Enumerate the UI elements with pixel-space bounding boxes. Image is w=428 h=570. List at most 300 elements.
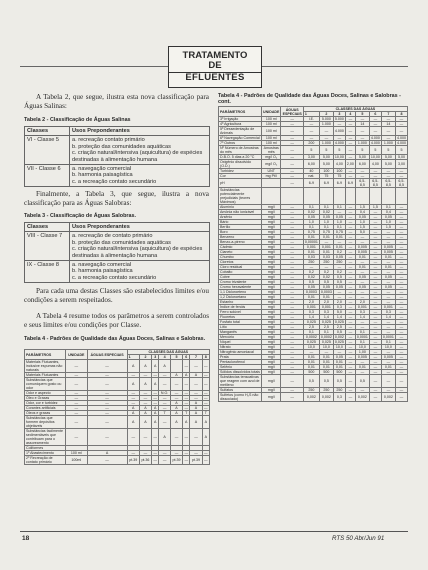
special-cell: — bbox=[281, 295, 303, 300]
value-cell: 0,05 bbox=[303, 285, 319, 290]
value-cell: 3,00 bbox=[303, 155, 319, 160]
table-row bbox=[219, 375, 408, 388]
value-cell: 0,5 bbox=[333, 330, 345, 335]
class-number: 6 bbox=[183, 355, 190, 360]
value-cell: 4,00 bbox=[369, 160, 381, 169]
value-cell: — bbox=[345, 215, 355, 220]
param-cell: 6º Navegação Comercial bbox=[220, 136, 260, 140]
title-divider bbox=[169, 72, 261, 73]
value-cell: — bbox=[369, 330, 381, 335]
value-cell: 0,05 bbox=[333, 215, 345, 220]
value-cell: — bbox=[395, 265, 407, 270]
special-cell: — bbox=[281, 220, 303, 225]
param-cell: Nitrogênio amoniacal bbox=[219, 350, 262, 355]
value-cell: 1.000 bbox=[319, 141, 333, 146]
special-cell: — bbox=[281, 179, 303, 188]
value-cell: — bbox=[345, 210, 355, 215]
value-cell: — bbox=[395, 310, 407, 315]
value-cell: — bbox=[395, 220, 407, 225]
param-cell: Boro bbox=[219, 230, 262, 235]
value-cell: — bbox=[345, 305, 355, 310]
param-cell: Substâncias tensoativas que reagem com azul de metileno bbox=[220, 375, 260, 387]
value-cell: — bbox=[395, 280, 407, 285]
value-cell: — bbox=[381, 320, 395, 325]
param-cell: Substâncias facilmente sedimentáveis que contribuam para o assoreamento bbox=[25, 429, 66, 446]
value-cell: 0,0001 bbox=[382, 335, 394, 339]
unit-cell: mg/l bbox=[262, 355, 281, 360]
value-cell: — bbox=[369, 122, 381, 127]
value-cell: 14 bbox=[381, 122, 395, 127]
unit-cell: mg/l bbox=[262, 290, 281, 295]
value-cell: — bbox=[395, 270, 407, 275]
value-cell: 0,05 bbox=[381, 275, 395, 280]
value-cell: T bbox=[183, 411, 190, 416]
unit-cell: mg/l bbox=[262, 388, 281, 393]
param-cell: Óleos e graxas bbox=[25, 411, 66, 416]
special-cell: — bbox=[281, 122, 303, 127]
value-cell: — bbox=[355, 388, 369, 393]
value-cell: 4.000 bbox=[396, 136, 406, 140]
value-cell: pt.39 bbox=[127, 456, 139, 465]
param-cell: D.B.O. 5 dias a 20 °C bbox=[219, 155, 262, 160]
value-cell: I.E. bbox=[303, 117, 319, 122]
unit-cell bbox=[262, 188, 281, 205]
value-cell: — bbox=[190, 451, 202, 456]
value-cell: 2,5 bbox=[333, 325, 345, 330]
value-cell: 2,5 bbox=[319, 325, 333, 330]
value-cell: — bbox=[355, 320, 369, 325]
value-cell: — bbox=[355, 295, 369, 300]
value-cell: 75 bbox=[333, 174, 345, 179]
value-cell: — bbox=[369, 210, 381, 215]
value-cell: — bbox=[345, 350, 355, 355]
value-cell: — bbox=[395, 350, 407, 355]
value-cell: — bbox=[355, 235, 369, 240]
value-cell bbox=[170, 360, 182, 373]
value-cell bbox=[369, 188, 381, 205]
section-title-line2: DE bbox=[208, 60, 222, 71]
table-row bbox=[219, 155, 408, 160]
special-cell: — bbox=[281, 340, 303, 345]
value-cell: — bbox=[369, 320, 381, 325]
value-cell: 0,025 bbox=[319, 320, 333, 325]
value-cell: 0,3 bbox=[355, 310, 369, 315]
value-cell: — bbox=[345, 155, 355, 160]
value-cell: 0,05 bbox=[319, 215, 333, 220]
value-cell: — bbox=[355, 136, 369, 141]
unit-cell: mg/l bbox=[262, 330, 281, 335]
value-cell: 500 bbox=[303, 370, 319, 375]
value-cell: — bbox=[152, 456, 159, 465]
special-cell: — bbox=[281, 270, 303, 275]
value-cell: — bbox=[381, 270, 395, 275]
value-cell: — bbox=[333, 240, 345, 245]
special-cell: — bbox=[281, 285, 303, 290]
value-cell: 6-9 bbox=[319, 179, 333, 188]
param-cell: Níquel bbox=[219, 340, 262, 345]
value-cell: 4.000 bbox=[396, 141, 406, 145]
use-item: a. navegação comercial bbox=[72, 262, 132, 269]
value-cell: A bbox=[190, 401, 202, 406]
value-cell: 10,0 bbox=[303, 345, 319, 350]
value-cell: — bbox=[204, 406, 208, 410]
value-cell: 0,0003 bbox=[320, 290, 332, 294]
unit-cell: mg/l bbox=[262, 340, 281, 345]
value-cell: 1,5 bbox=[381, 225, 395, 230]
unit-header: UNIDADE bbox=[66, 350, 88, 360]
table-row bbox=[25, 378, 210, 391]
param-cell: Odor, cor e turbidez bbox=[25, 401, 66, 406]
value-cell: 5 bbox=[369, 146, 381, 155]
value-cell: 5,00 bbox=[355, 155, 369, 160]
value-cell: — bbox=[127, 451, 139, 456]
value-cell: — bbox=[395, 325, 407, 330]
value-cell: A bbox=[159, 360, 171, 373]
value-cell: — bbox=[170, 429, 182, 446]
value-cell: — bbox=[369, 275, 381, 280]
value-cell: 0,05 bbox=[303, 215, 319, 220]
value-cell: 4.000 bbox=[333, 127, 345, 136]
value-cell: 0,5 bbox=[319, 280, 333, 285]
value-cell: 1,0 bbox=[381, 220, 395, 225]
unit-cell: — bbox=[66, 411, 88, 416]
value-cell: — bbox=[369, 174, 381, 179]
param-cell: Cromo hexavalente bbox=[219, 285, 262, 290]
value-cell: — bbox=[333, 136, 345, 141]
value-cell: 0,1 bbox=[319, 205, 333, 210]
value-cell: 14 bbox=[355, 122, 369, 127]
value-cell: 2,0 bbox=[303, 300, 319, 305]
param-cell: Amônia não ionizável bbox=[219, 210, 262, 215]
value-cell: — bbox=[369, 355, 381, 360]
value-cell: 0,05 bbox=[355, 215, 369, 220]
special-cell: — bbox=[87, 411, 127, 416]
value-cell: — bbox=[345, 370, 355, 375]
value-cell: — bbox=[183, 456, 190, 465]
value-cell: — bbox=[395, 250, 407, 255]
param-cell: Substâncias que comuniquem gosto ou odor bbox=[25, 378, 66, 391]
unit-cell: mg/l bbox=[262, 280, 281, 285]
unit-cell: mg/l bbox=[262, 335, 281, 340]
value-cell: — bbox=[381, 127, 395, 136]
value-cell: — bbox=[159, 396, 171, 401]
param-cell: Índice de fenóis bbox=[219, 305, 262, 310]
unit-cell: UNT bbox=[262, 169, 281, 174]
value-cell: — bbox=[381, 350, 395, 355]
special-cell: — bbox=[281, 330, 303, 335]
value-cell: A bbox=[183, 373, 190, 378]
unit-cell: mg/l bbox=[262, 225, 281, 230]
value-cell: 0,0002 bbox=[320, 335, 332, 339]
special-cell: — bbox=[281, 388, 303, 393]
value-cell: — bbox=[345, 255, 355, 260]
value-cell: 0,01 bbox=[303, 365, 319, 370]
value-cell: — bbox=[395, 127, 407, 136]
value-cell: — bbox=[333, 122, 345, 127]
special-cell: — bbox=[281, 155, 303, 160]
param-cell: Turbidez bbox=[219, 169, 262, 174]
value-cell: 0,001 bbox=[303, 245, 319, 250]
value-cell: 0,025 bbox=[334, 320, 344, 324]
param-cell: Sulfetos (como H₂S não dissociado) bbox=[219, 393, 262, 402]
unit-cell: mg/l bbox=[262, 270, 281, 275]
unit-cell: mg/l bbox=[262, 305, 281, 310]
paragraph-table3-intro: Finalmente, a Tabela 3, que segue, ilustra a nova classificação para as Águas Salobras: bbox=[24, 190, 209, 207]
value-cell: 40 bbox=[303, 169, 319, 174]
special-cell: — bbox=[281, 260, 303, 265]
param-cell: Berílio bbox=[219, 225, 262, 230]
special-cell: — bbox=[281, 280, 303, 285]
unit-cell: 100 ml bbox=[66, 451, 88, 456]
special-cell bbox=[281, 188, 303, 205]
value-cell: 100 bbox=[319, 169, 333, 174]
special-cell: — bbox=[281, 315, 303, 320]
table2-header-uses: Usos Preponderantes bbox=[70, 127, 210, 136]
param-cell: Benzeno bbox=[219, 235, 262, 240]
special-cell: — bbox=[281, 375, 303, 388]
unit-cell: — bbox=[66, 373, 88, 378]
value-cell: — bbox=[333, 350, 345, 355]
value-cell: 250 bbox=[333, 260, 345, 265]
unit-cell: Amostras mês bbox=[262, 146, 281, 155]
value-cell: 10,0 bbox=[381, 345, 395, 350]
value-cell: — bbox=[333, 265, 345, 270]
unit-cell: mg/l bbox=[262, 215, 281, 220]
unit-cell: mg/l O₂ bbox=[262, 155, 281, 160]
param-cell: 7º Outros bbox=[219, 141, 262, 146]
value-cell: 0,05 bbox=[381, 215, 395, 220]
special-cell: — bbox=[87, 396, 127, 401]
value-cell: — bbox=[204, 373, 208, 377]
table3-caption: Tabela 3 - Classificação de Águas Salobras. bbox=[24, 213, 136, 219]
unit-cell: — bbox=[66, 429, 88, 446]
value-cell: — bbox=[319, 127, 333, 136]
value-cell: 0,03 bbox=[319, 255, 333, 260]
unit-cell: mg/l bbox=[262, 250, 281, 255]
class-number: 7 bbox=[190, 355, 202, 360]
value-cell: — bbox=[345, 250, 355, 255]
value-cell: 0,05 bbox=[355, 275, 369, 280]
value-cell: — bbox=[369, 245, 381, 250]
value-cell: — bbox=[395, 174, 407, 179]
value-cell: — bbox=[170, 391, 182, 396]
unit-cell: mg/l bbox=[262, 265, 281, 270]
special-cell: — bbox=[281, 360, 303, 365]
value-cell: — bbox=[369, 290, 381, 295]
value-cell: — bbox=[369, 393, 381, 402]
value-cell: 6-9 bbox=[333, 179, 345, 188]
value-cell: — bbox=[159, 378, 171, 391]
value-cell: 100 bbox=[333, 169, 345, 174]
value-cell: — bbox=[395, 260, 407, 265]
unit-cell: — bbox=[66, 360, 88, 373]
value-cell: 0,1 bbox=[333, 225, 345, 230]
value-cell: — bbox=[381, 330, 395, 335]
value-cell: A bbox=[127, 411, 139, 416]
value-cell: — bbox=[369, 388, 381, 393]
value-cell: 0,005 bbox=[381, 250, 395, 255]
param-cell: 5º Dessedentação de Animais bbox=[219, 127, 262, 136]
value-cell: — bbox=[355, 370, 369, 375]
value-cell: — bbox=[369, 255, 381, 260]
value-cell: A bbox=[190, 406, 202, 411]
value-cell: — bbox=[369, 375, 381, 388]
value-cell: — bbox=[369, 215, 381, 220]
special-cell: — bbox=[281, 146, 303, 155]
use-item: c. a recreação contato secundário bbox=[72, 274, 157, 281]
special-header: ÁGUAS ESPECIAIS bbox=[87, 350, 127, 360]
value-cell: — bbox=[159, 406, 171, 411]
value-cell: 2,0 bbox=[333, 300, 345, 305]
special-cell: — bbox=[87, 429, 127, 446]
table4-left bbox=[24, 349, 210, 465]
value-cell: 10,00 bbox=[370, 155, 380, 159]
value-cell: 200 bbox=[303, 141, 319, 146]
unit-cell: mg/l bbox=[262, 275, 281, 280]
value-cell: 5,0 bbox=[355, 230, 369, 235]
table-row bbox=[25, 429, 210, 446]
value-cell: — bbox=[184, 451, 189, 455]
value-cell: A bbox=[152, 378, 159, 391]
value-cell: — bbox=[395, 240, 407, 245]
value-cell: — bbox=[345, 300, 355, 305]
value-cell: — bbox=[319, 265, 333, 270]
value-cell: — bbox=[202, 378, 209, 391]
value-cell: — bbox=[139, 401, 151, 406]
class-number: 6 bbox=[369, 112, 381, 117]
value-cell: — bbox=[204, 451, 208, 455]
value-cell: 0,025 bbox=[334, 340, 344, 344]
value-cell: 0,01 bbox=[355, 365, 369, 370]
value-cell: A bbox=[170, 406, 182, 411]
param-cell: Ferro solúvel bbox=[219, 310, 262, 315]
value-cell: — bbox=[345, 127, 355, 136]
table-row bbox=[219, 136, 408, 141]
value-cell: 0,002 bbox=[334, 335, 344, 339]
param-cell: Nº Número de Amostras do mês bbox=[219, 146, 262, 155]
value-cell: 1,00 bbox=[355, 350, 369, 355]
value-cell: — bbox=[159, 451, 171, 456]
value-cell: 250 bbox=[333, 388, 345, 393]
value-cell: — bbox=[345, 375, 355, 388]
value-cell: A bbox=[190, 411, 202, 416]
value-cell: 500 bbox=[333, 370, 345, 375]
value-cell: 0,01 bbox=[355, 265, 369, 270]
value-cell: — bbox=[345, 205, 355, 210]
special-cell: — bbox=[281, 335, 303, 340]
value-cell: 6-9 bbox=[345, 179, 355, 188]
special-cell: — bbox=[87, 406, 127, 411]
special-cell: — bbox=[87, 360, 127, 373]
value-cell: — bbox=[369, 270, 381, 275]
value-cell: — bbox=[184, 406, 189, 410]
value-cell: — bbox=[395, 340, 407, 345]
special-cell: — bbox=[281, 365, 303, 370]
value-cell: — bbox=[345, 290, 355, 295]
value-cell: 0,01 bbox=[355, 255, 369, 260]
table4-right bbox=[218, 106, 408, 402]
param-cell: Bário bbox=[219, 220, 262, 225]
value-cell: — bbox=[319, 350, 333, 355]
param-cell: Cloretos bbox=[219, 260, 262, 265]
param-cell: Cobalto bbox=[219, 270, 262, 275]
value-cell: 0,001 bbox=[319, 245, 333, 250]
unit-cell: mg/l bbox=[262, 285, 281, 290]
value-cell: 10,00 bbox=[334, 155, 344, 159]
value-cell: 1,4 bbox=[333, 315, 345, 320]
value-cell: 250 bbox=[319, 260, 333, 265]
value-cell: — bbox=[395, 370, 407, 375]
value-cell: — bbox=[369, 220, 381, 225]
value-cell: — bbox=[355, 174, 369, 179]
value-cell: 0,02 bbox=[303, 210, 319, 215]
value-cell: 0,1 bbox=[303, 330, 319, 335]
special-cell: — bbox=[281, 265, 303, 270]
class-number: 8 bbox=[202, 355, 209, 360]
value-cell: 5.000 bbox=[334, 117, 344, 121]
param-cell: Cor bbox=[219, 174, 262, 179]
value-cell: 5,00 bbox=[319, 160, 333, 169]
value-cell bbox=[319, 188, 333, 205]
value-cell: nat. bbox=[303, 174, 319, 179]
special-cell: — bbox=[281, 174, 303, 179]
param-cell: Mercúrio bbox=[219, 335, 262, 340]
value-cell: 1.000 bbox=[381, 141, 395, 146]
value-cell: — bbox=[369, 225, 381, 230]
value-cell: 5.000 bbox=[319, 117, 333, 122]
value-cell: 6,5-8,5 bbox=[395, 179, 407, 188]
value-cell: — bbox=[395, 215, 407, 220]
value-cell: 0,75 bbox=[303, 230, 319, 235]
value-cell: 0,01 bbox=[333, 365, 345, 370]
value-cell: — bbox=[381, 174, 395, 179]
value-cell: 0,00001 bbox=[304, 240, 318, 244]
value-cell: 0,5 bbox=[355, 375, 369, 388]
value-cell: — bbox=[190, 360, 202, 373]
param-cell: Benzo-a-pireno bbox=[219, 240, 262, 245]
value-cell: 0,005 bbox=[355, 355, 369, 360]
value-cell: 0,05 bbox=[333, 255, 345, 260]
value-cell: 75 bbox=[319, 174, 333, 179]
value-cell: 0,01 bbox=[303, 235, 319, 240]
value-cell: — bbox=[345, 240, 355, 245]
value-cell: 0,001 bbox=[381, 305, 395, 310]
param-cell: Nitrato bbox=[219, 345, 262, 350]
value-cell: — bbox=[345, 360, 355, 365]
value-cell: A bbox=[190, 416, 202, 429]
use-item: a. recreação de contato primário bbox=[72, 233, 153, 240]
unit-cell: mg/l bbox=[262, 255, 281, 260]
value-cell: — bbox=[355, 117, 369, 122]
value-cell: — bbox=[369, 315, 381, 320]
value-cell: A bbox=[127, 360, 139, 373]
param-cell: Arsênio bbox=[219, 215, 262, 220]
table-row bbox=[25, 165, 210, 187]
value-cell: 2,0 bbox=[355, 300, 369, 305]
value-cell: 0,75 bbox=[333, 230, 345, 235]
param-cell: Alumínio bbox=[219, 205, 262, 210]
value-cell: 5 bbox=[395, 146, 407, 155]
class-cell: IX - Classe 8 bbox=[25, 261, 70, 283]
special-cell: — bbox=[281, 210, 303, 215]
value-cell: A bbox=[159, 429, 171, 446]
unit-cell: mg/l bbox=[262, 310, 281, 315]
value-cell: 5 bbox=[355, 146, 369, 155]
special-header: ÁGUAS ESPECIAIS bbox=[282, 107, 302, 116]
value-cell: — bbox=[381, 300, 395, 305]
value-cell: — bbox=[381, 230, 395, 235]
value-cell: 10,0 bbox=[355, 345, 369, 350]
